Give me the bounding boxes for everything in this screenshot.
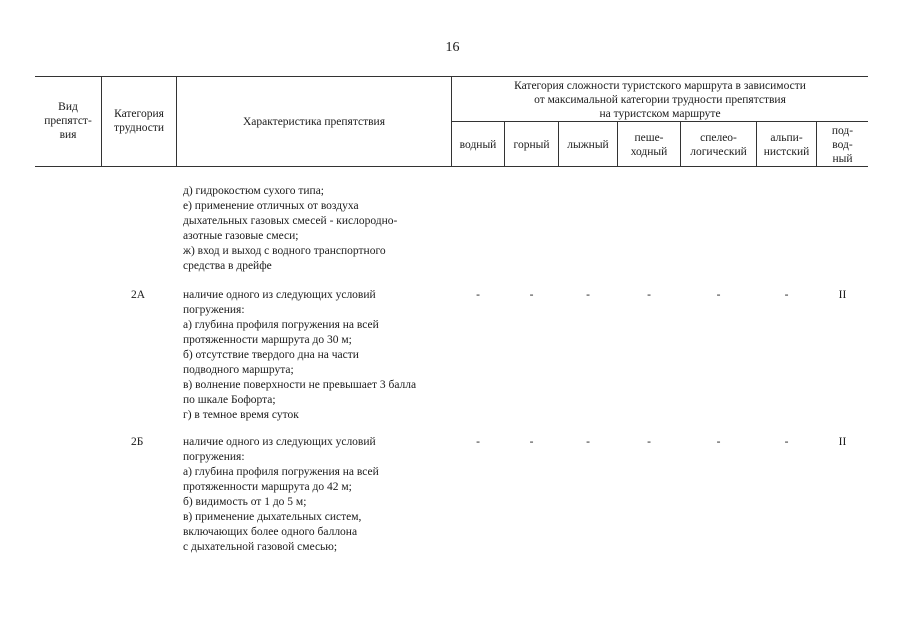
cell-underwater: II [838, 289, 847, 301]
header-water: водный [459, 139, 497, 151]
row-description: наличие одного из следующих условий погружения: а) глубина профиля погружения на всей протяженности маршрута до 42 м; б) видимость от 1 до 5 м; в) применение дыхательных систем, включающих более одного баллона с дыхательной газовой смесью; [183, 436, 379, 553]
row-category: 2Б [131, 436, 144, 448]
table-row: д) гидрокостюм сухого типа; е) применение отличных от воздуха дыхательных газовых смесей - кислородно- азотные газовые смеси; ж) вход и выход с водного транспортного средства в дрейфе [183, 185, 398, 272]
header-obstacle-type: Вид препятст- вия [44, 101, 92, 141]
cell-mountain: - [529, 289, 534, 301]
subheader-divider [451, 121, 868, 122]
cell-alpine: - [784, 289, 789, 301]
header-underwater: под- вод- ный [831, 125, 854, 165]
cell-water: - [476, 289, 480, 301]
cell-hiking: - [647, 289, 651, 301]
cell-water: - [476, 436, 480, 448]
cell-underwater: II [838, 436, 847, 448]
header-mountain: горный [513, 139, 550, 151]
row-description: наличие одного из следующих условий погружения: а) глубина профиля погружения на всей протяженности маршрута до 30 м; б) отсутствие твердого дна на части подводного маршрута; в) волнение поверхности не превышает 3 балла по шкале Бофорта; г) в темное время суток [183, 289, 417, 421]
cell-alpine: - [784, 436, 789, 448]
cell-hiking: - [647, 436, 651, 448]
header-hiking: пеше- ходный [630, 132, 668, 158]
page-number: 16 [445, 40, 460, 55]
cell-speleo: - [716, 436, 721, 448]
header-obstacle-description: Характеристика препятствия [242, 116, 386, 128]
header-alpine: альпи- нистский [763, 132, 810, 158]
header-speleo: спелео- логический [690, 132, 747, 158]
cell-mountain: - [529, 436, 534, 448]
cell-ski: - [586, 436, 590, 448]
table-header-bottom-border [35, 166, 868, 167]
header-ski: лыжный [567, 139, 609, 151]
header-route-complexity-group: Категория сложности туристского маршрута в зависимости от максимальной категории трудности препятствия на туристском маршруте [514, 80, 806, 120]
header-difficulty-category: Категория трудности [113, 108, 165, 134]
cell-ski: - [586, 289, 590, 301]
cell-speleo: - [716, 289, 721, 301]
row-category: 2А [131, 289, 146, 301]
